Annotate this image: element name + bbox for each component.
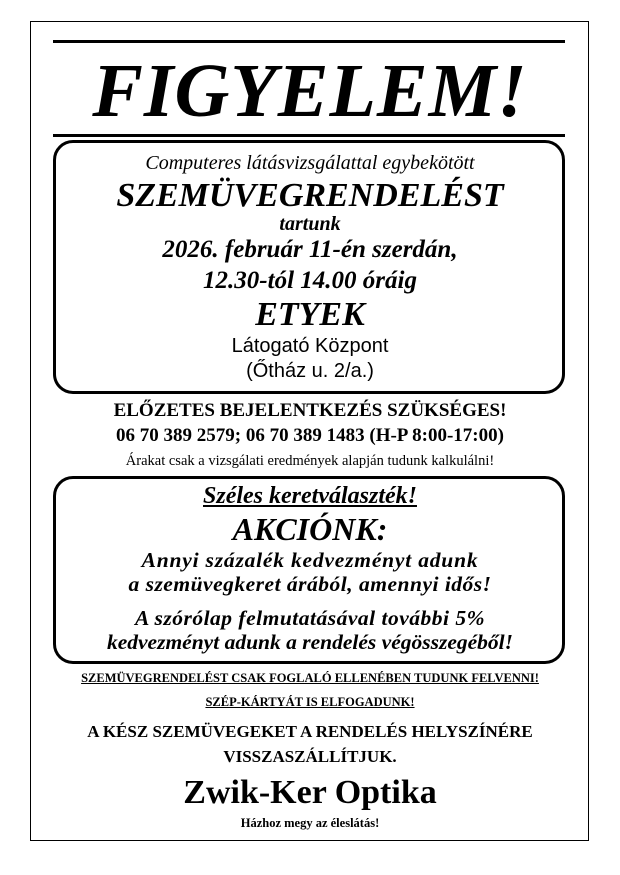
- promo-flyer-line1: A szórólap felmutatásával további 5%: [134, 606, 486, 630]
- top-rule: [53, 40, 565, 43]
- event-intro: Computeres látásvizsgálattal egybekötött: [145, 152, 475, 174]
- event-tartunk: tartunk: [279, 213, 341, 235]
- promo-action-heading: AKCIÓNK:: [232, 511, 388, 547]
- event-date: 2026. február 11-én szerdán,: [162, 236, 458, 263]
- delivery-line2: VISSZASZÁLLÍTJUK.: [223, 747, 397, 766]
- event-time: 12.30-tól 14.00 óráig: [203, 267, 417, 294]
- event-venue: Látogató Központ: [231, 335, 389, 357]
- event-address: (Őtház u. 2/a.): [246, 360, 374, 382]
- promo-discount-line2: a szemüvegkeret árából, amennyi idős!: [128, 572, 492, 596]
- delivery-line1: A KÉSZ SZEMÜVEGEKET A RENDELÉS HELYSZÍNÉRE: [87, 722, 533, 741]
- pricing-note: Árakat csak a vizsgálati eredmények alapján tudunk kalkulálni!: [125, 453, 495, 469]
- event-headline: SZEMÜVEGRENDELÉST: [116, 177, 504, 214]
- szep-card-note: SZÉP-KÁRTYÁT IS ELFOGADUNK!: [205, 695, 415, 709]
- event-city: ETYEK: [255, 296, 365, 333]
- flyer-title: FIGYELEM!: [92, 49, 528, 133]
- company-name: Zwik-Ker Optika: [183, 774, 437, 811]
- promo-selection: Széles keretválaszték!: [203, 483, 417, 509]
- booking-required: ELŐZETES BEJELENTKEZÉS SZÜKSÉGES!: [113, 400, 507, 421]
- promo-discount-line1: Annyi százalék kedvezményt adunk: [141, 548, 479, 572]
- booking-phones: 06 70 389 2579; 06 70 389 1483 (H-P 8:00-17:00): [116, 425, 504, 446]
- title-underline-rule: [53, 134, 565, 137]
- promo-flyer-line2: kedvezményt adunk a rendelés végösszegéből!: [106, 630, 514, 654]
- deposit-note: SZEMÜVEGRENDELÉST CSAK FOGLALÓ ELLENÉBEN TUDUNK FELVENNI!: [81, 671, 539, 685]
- company-slogan: Házhoz megy az éleslátás!: [240, 816, 380, 830]
